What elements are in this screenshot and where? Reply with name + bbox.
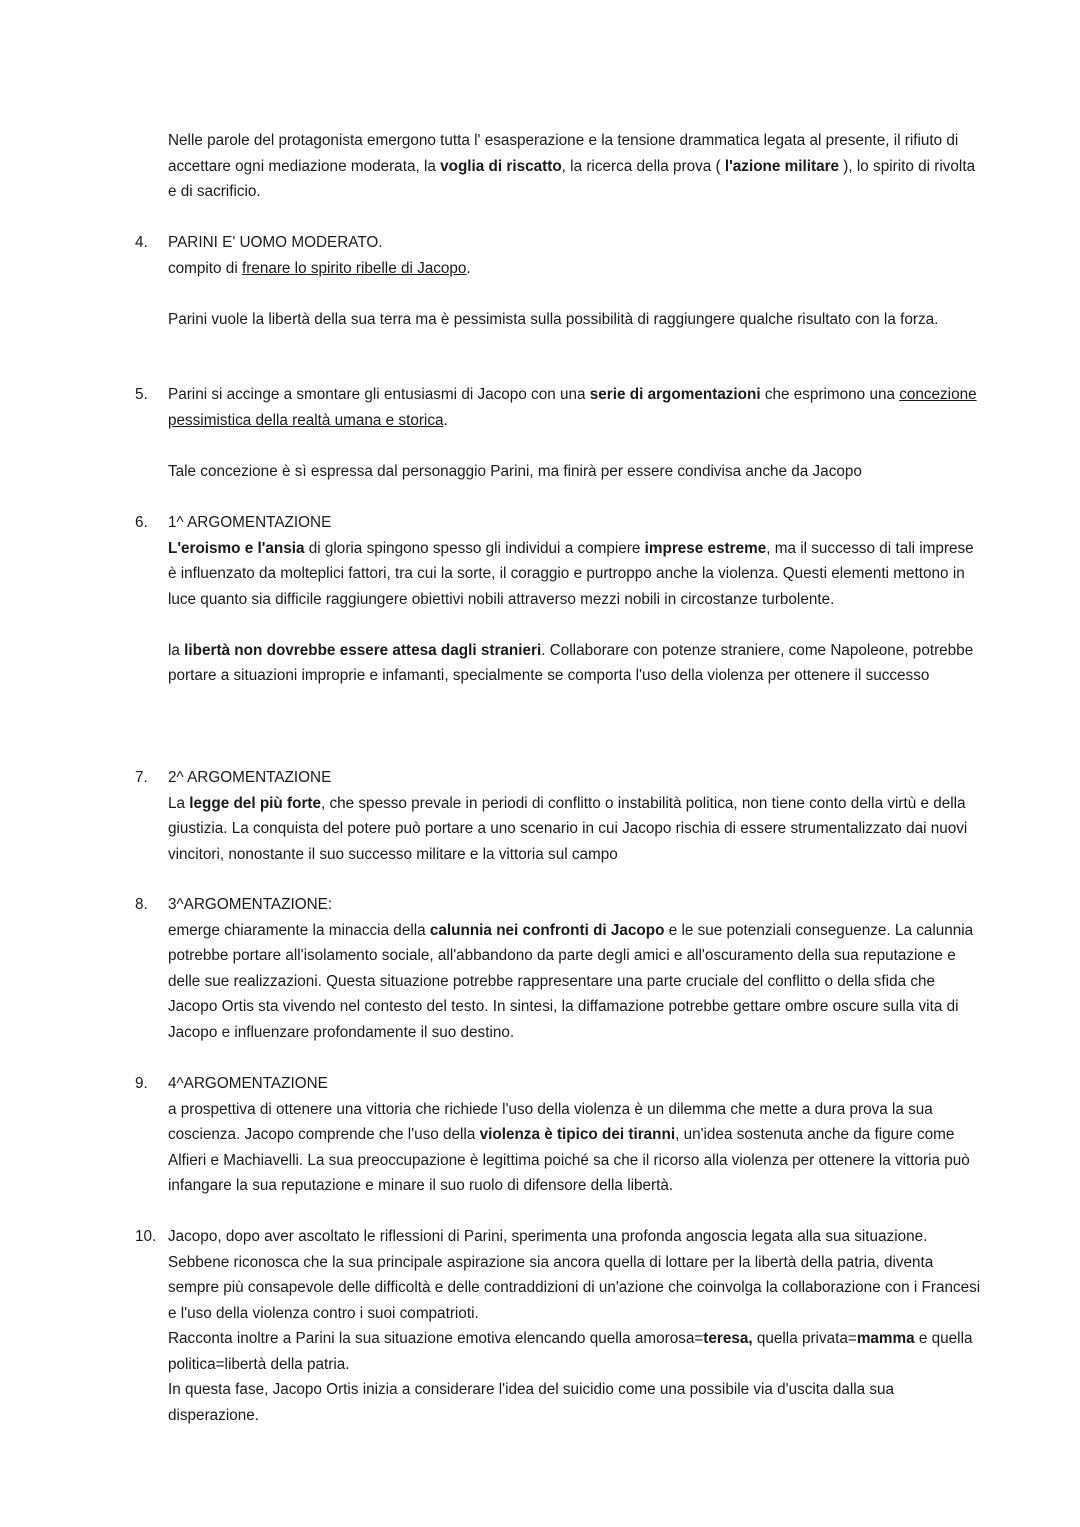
- list-number: 6.: [135, 514, 148, 531]
- spacer: [168, 612, 983, 638]
- intro-text-2: , la ricerca della prova (: [561, 157, 725, 175]
- item-bold: teresa,: [703, 1330, 753, 1347]
- item-text: , un'idea sostenuta anche da figure come Alfieri e Machiavelli. La sua preoccupazione è legittima poiché sa che il ricorso alla violenza per ottenere la vittoria può infangare la sua reputazione e minare il suo ruolo di difensore della libertà.: [168, 1126, 970, 1194]
- list-item-7: [135, 765, 983, 867]
- item-underline: frenare lo spirito ribelle di Jacopo: [241, 259, 467, 277]
- list-number: 7.: [135, 769, 148, 786]
- item-line: [168, 256, 983, 282]
- item-paragraph: In questa fase, Jacopo Ortis inizia a considerare l'idea del suicidio come una possibile via d'uscita dalla sua disperazione.: [168, 1381, 895, 1424]
- item-text: emerge chiaramente la minaccia della: [168, 921, 430, 939]
- item-text: e quella politica=libertà della patria.: [168, 1330, 973, 1373]
- item-text: .: [466, 259, 471, 277]
- item-text: a prospettiva di ottenere una vittoria che richiede l'uso della violenza è un dilemma che mette a dura prova la sua coscienza. Jacopo comprende che l'uso della: [168, 1100, 933, 1143]
- list-item-10: [135, 1224, 983, 1428]
- list-number: 4.: [135, 234, 148, 251]
- item-text: .: [443, 411, 448, 429]
- item-text: La: [168, 794, 190, 812]
- item-paragraph: [168, 638, 983, 689]
- item-heading: 3^ARGOMENTAZIONE:: [168, 896, 333, 913]
- item-paragraph: [168, 536, 983, 613]
- item-text: quella privata=: [752, 1330, 857, 1347]
- item-bold: libertà non dovrebbe essere attesa dagli stranieri: [184, 641, 542, 659]
- item-paragraph: [168, 791, 983, 868]
- item-bold: calunnia nei confronti di Jacopo: [429, 921, 665, 939]
- item-paragraph: [168, 1097, 983, 1199]
- item-text: che esprimono una: [760, 386, 900, 403]
- list-item-6: [135, 510, 983, 689]
- list-item-8: [135, 892, 983, 1045]
- item-paragraph: Tale concezione è sì espressa dal personaggio Parini, ma finirà per essere condivisa anche da Jacopo: [168, 462, 862, 480]
- item-paragraph: [168, 918, 983, 1046]
- item-heading: 2^ ARGOMENTAZIONE: [168, 769, 332, 786]
- item-text: , ma il successo di tali imprese è influenzato da molteplici fattori, tra cui la sorte, il coraggio e purtroppo anche la violenza. Questi elementi mettono in luce quanto sia difficile raggiungere obiettivi nobili attraverso mezzi nobili in circostanze turbolente.: [168, 539, 974, 608]
- item-text: compito di: [168, 259, 242, 277]
- list-item-5: [135, 382, 983, 484]
- item-bold: imprese estreme: [644, 539, 767, 557]
- item-paragraph: Parini vuole la libertà della sua terra ma è pessimista sulla possibilità di raggiungere qualche risultato con la forza.: [168, 310, 939, 328]
- item-text: . Collaborare con potenze straniere, come Napoleone, potrebbe portare a situazioni improprie e infamanti, specialmente se comporta l'uso della violenza per ottenere il successo: [168, 641, 974, 684]
- list-item-4: [135, 230, 983, 332]
- item-underline: concezione pessimistica della realtà umana e storica: [168, 386, 977, 429]
- item-bold: serie di argomentazioni: [589, 386, 761, 403]
- item-heading: 1^ ARGOMENTAZIONE: [168, 514, 332, 531]
- list-number: 5.: [135, 386, 148, 403]
- item-bold: legge del più forte: [189, 794, 321, 812]
- item-text: Parini si accinge a smontare gli entusiasmi di Jacopo con una: [168, 386, 590, 403]
- list-number: 8.: [135, 896, 148, 913]
- intro-text: [168, 128, 978, 205]
- list-number: 9.: [135, 1075, 148, 1092]
- list-item-9: [135, 1071, 983, 1199]
- item-text: Racconta inoltre a Parini la sua situazione emotiva elencando quella amorosa=: [168, 1330, 704, 1347]
- spacer: [168, 281, 983, 307]
- item-paragraph: [168, 382, 983, 433]
- intro-paragraph: [168, 128, 978, 205]
- item-heading: PARINI E' UOMO MODERATO.: [168, 234, 383, 251]
- item-text: la: [168, 641, 185, 659]
- item-paragraph: Jacopo, dopo aver ascoltato le riflessioni di Parini, sperimenta una profonda angoscia legata alla sua situazione. Sebbene riconosca che la sua principale aspirazione sia ancora quella di lottare per la libertà della patria, diventa sempre più consapevole delle difficoltà e delle contraddizioni di un'azione che coinvolga la collaborazione con i Francesi e l'uso della violenza contro i suoi compatrioti.: [168, 1228, 981, 1322]
- intro-bold-1: voglia di riscatto: [440, 157, 562, 175]
- item-heading: 4^ARGOMENTAZIONE: [168, 1075, 328, 1092]
- list-number: 10.: [135, 1228, 157, 1245]
- item-bold: mamma: [856, 1330, 915, 1347]
- intro-text-3: ), lo spirito di rivolta e di sacrificio.: [168, 157, 976, 200]
- item-text: e le sue potenziali conseguenze. La calunnia potrebbe portare all'isolamento sociale, all'abbandono da parte degli amici e all'oscuramento della sua reputazione e delle sue realizzazioni. Questa situazione potrebbe rappresentare una parte cruciale del conflitto o della sfida che Jacopo Ortis sta vivendo nel contesto del testo. In sintesi, la diffamazione potrebbe gettare ombre oscure sulla vita di Jacopo e influenzare profondamente il suo destino.: [168, 921, 974, 1041]
- item-paragraph: [168, 1326, 983, 1377]
- intro-text-1: Nelle parole del protagonista emergono tutta l' esasperazione e la tensione drammatica legata al presente, il rifiuto di accettare ogni mediazione moderata, la: [168, 132, 959, 175]
- item-bold: violenza è tipico dei tiranni: [479, 1126, 676, 1143]
- item-bold: L'eroismo e l'ansia: [168, 539, 305, 557]
- item-text: di gloria spingono spesso gli individui a compiere: [304, 539, 645, 557]
- intro-bold-2: l'azione militare: [724, 157, 840, 175]
- item-text: , che spesso prevale in periodi di conflitto o instabilità politica, non tiene conto della virtù e della giustizia. La conquista del potere può portare a uno scenario in cui Jacopo rischia di essere strumentalizzato dai nuovi vincitori, nonostante il suo successo militare e la vittoria sul campo: [168, 794, 968, 863]
- spacer: [168, 433, 983, 459]
